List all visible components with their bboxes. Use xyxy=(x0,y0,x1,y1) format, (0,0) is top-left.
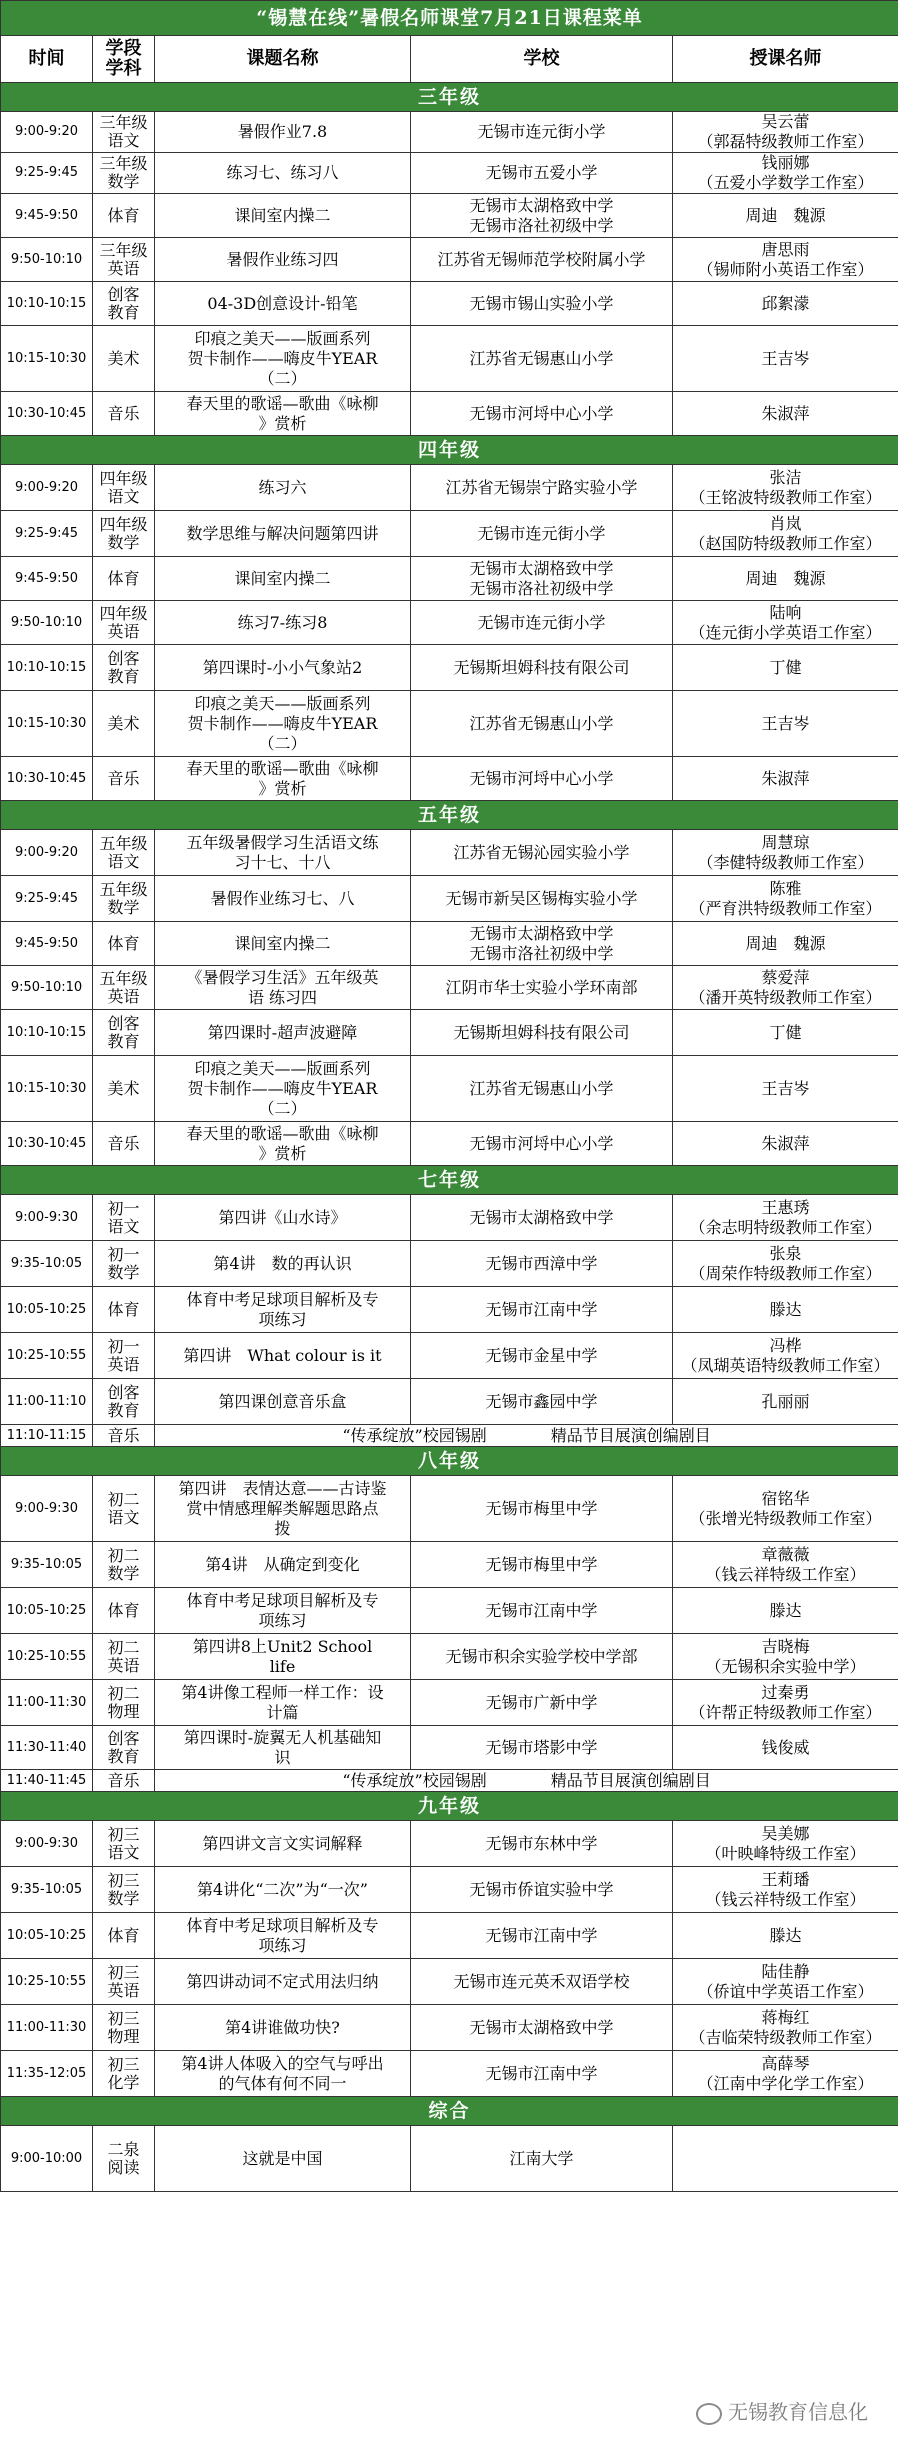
table-row xyxy=(1,326,898,392)
topic-cell: 体育中考足球项目解析及专 项练习 xyxy=(155,1913,411,1959)
subject-cell: 创客 教育 xyxy=(93,645,155,691)
teacher-cell: 宿铭华 （张增光特级教师工作室） xyxy=(673,1476,898,1542)
subject-cell: 五年级 数学 xyxy=(93,876,155,922)
teacher-cell: 周慧琼 （李健特级教师工作室） xyxy=(673,830,898,876)
subject-cell: 体育 xyxy=(93,1913,155,1959)
time-cell: 9:35-10:05 xyxy=(1,1867,93,1913)
topic-cell: 印痕之美天——版画系列 贺卡制作——嗨皮牛YEAR （二） xyxy=(155,691,411,757)
subject-cell: 体育 xyxy=(93,194,155,238)
subject-cell: 初二 物理 xyxy=(93,1680,155,1726)
teacher-cell: 周迪 魏源 xyxy=(673,557,898,601)
watermark-text: 无锡教育信息化 xyxy=(728,2400,868,2424)
time-cell: 10:10-10:15 xyxy=(1,645,93,691)
subject-cell: 初二 英语 xyxy=(93,1634,155,1680)
teacher-cell: 吴美娜 （叶映峰特级工作室） xyxy=(673,1821,898,1867)
school-cell: 无锡市太湖格致中学 无锡市洛社初级中学 xyxy=(411,557,673,601)
time-cell: 10:05-10:25 xyxy=(1,1287,93,1333)
school-cell: 江苏省无锡惠山小学 xyxy=(411,1056,673,1122)
section-title: 八年级 xyxy=(1,1447,898,1476)
table-row xyxy=(1,1476,898,1542)
school-cell: 无锡市梅里中学 xyxy=(411,1476,673,1542)
span-note-cell: “传承绽放”校园锡剧 精品节目展演创编剧目 xyxy=(155,1425,898,1447)
table-row xyxy=(1,1913,898,1959)
school-cell: 江苏省无锡惠山小学 xyxy=(411,326,673,392)
school-cell: 无锡市江南中学 xyxy=(411,1913,673,1959)
time-cell: 9:00-9:30 xyxy=(1,1476,93,1542)
subject-cell: 初三 物理 xyxy=(93,2005,155,2051)
table-row xyxy=(1,1542,898,1588)
header-subject: 学段 学科 xyxy=(93,36,155,83)
teacher-cell: 过秦勇 （许帮正特级教师工作室） xyxy=(673,1680,898,1726)
table-row xyxy=(1,1241,898,1287)
school-cell: 无锡市五爱小学 xyxy=(411,153,673,194)
topic-cell: 印痕之美天——版画系列 贺卡制作——嗨皮牛YEAR （二） xyxy=(155,326,411,392)
teacher-cell: 吉晓梅 （无锡积余实验中学） xyxy=(673,1634,898,1680)
teacher-cell: 滕达 xyxy=(673,1913,898,1959)
school-cell: 江苏省无锡师范学校附属小学 xyxy=(411,238,673,282)
section-title: 七年级 xyxy=(1,1166,898,1195)
time-cell: 9:50-10:10 xyxy=(1,601,93,645)
school-cell: 无锡市河埒中心小学 xyxy=(411,1122,673,1166)
table-row xyxy=(1,194,898,238)
subject-cell: 音乐 xyxy=(93,1122,155,1166)
table-row xyxy=(1,922,898,966)
subject-cell: 三年级 数学 xyxy=(93,153,155,194)
teacher-cell: 高薛琴 （江南中学化学工作室） xyxy=(673,2051,898,2097)
school-cell: 无锡市塔影中学 xyxy=(411,1726,673,1770)
subject-cell: 初一 语文 xyxy=(93,1195,155,1241)
time-cell: 9:45-9:50 xyxy=(1,194,93,238)
topic-cell: 第4讲人体吸入的空气与呼出 的气体有何不同一 xyxy=(155,2051,411,2097)
time-cell: 10:15-10:30 xyxy=(1,1056,93,1122)
school-cell: 江苏省无锡崇宁路实验小学 xyxy=(411,465,673,511)
teacher-cell: 陆响 （连元街小学英语工作室） xyxy=(673,601,898,645)
time-cell: 10:25-10:55 xyxy=(1,1634,93,1680)
subject-cell: 五年级 语文 xyxy=(93,830,155,876)
school-cell: 无锡市太湖格致中学 无锡市洛社初级中学 xyxy=(411,922,673,966)
subject-cell: 三年级 英语 xyxy=(93,238,155,282)
section-row xyxy=(1,1792,898,1821)
school-cell: 无锡市江南中学 xyxy=(411,1588,673,1634)
table-row xyxy=(1,1122,898,1166)
teacher-cell: 王惠琇 （余志明特级教师工作室） xyxy=(673,1195,898,1241)
subject-cell: 初三 数学 xyxy=(93,1867,155,1913)
school-cell: 无锡斯坦姆科技有限公司 xyxy=(411,645,673,691)
subject-cell: 创客 教育 xyxy=(93,1010,155,1056)
teacher-cell: 周迪 魏源 xyxy=(673,194,898,238)
topic-cell: 练习六 xyxy=(155,465,411,511)
school-cell: 无锡市金星中学 xyxy=(411,1333,673,1379)
time-cell: 11:35-12:05 xyxy=(1,2051,93,2097)
topic-cell: 第四讲动词不定式用法归纳 xyxy=(155,1959,411,2005)
time-cell: 9:25-9:45 xyxy=(1,876,93,922)
school-cell: 江阴市华士实验小学环南部 xyxy=(411,966,673,1010)
teacher-cell: 朱淑萍 xyxy=(673,1122,898,1166)
teacher-cell: 陆佳静 （侨谊中学英语工作室） xyxy=(673,1959,898,2005)
teacher-cell: 丁健 xyxy=(673,645,898,691)
topic-cell: 第四课时-小小气象站2 xyxy=(155,645,411,691)
topic-cell: 暑假作业7.8 xyxy=(155,112,411,153)
teacher-cell: 蔡爱萍 （潘开英特级教师工作室） xyxy=(673,966,898,1010)
section-row xyxy=(1,1447,898,1476)
section-title: 五年级 xyxy=(1,801,898,830)
time-cell: 10:30-10:45 xyxy=(1,392,93,436)
table-row xyxy=(1,876,898,922)
time-cell: 11:00-11:30 xyxy=(1,1680,93,1726)
topic-cell: 第四讲文言文实词解释 xyxy=(155,1821,411,1867)
time-cell: 10:30-10:45 xyxy=(1,1122,93,1166)
section-row xyxy=(1,801,898,830)
topic-cell: 暑假作业练习四 xyxy=(155,238,411,282)
table-row xyxy=(1,465,898,511)
subject-cell: 初三 化学 xyxy=(93,2051,155,2097)
teacher-cell: 王吉岑 xyxy=(673,326,898,392)
subject-cell: 美术 xyxy=(93,1056,155,1122)
subject-cell: 创客 教育 xyxy=(93,282,155,326)
time-cell: 10:30-10:45 xyxy=(1,757,93,801)
school-cell: 无锡市连元街小学 xyxy=(411,511,673,557)
teacher-cell xyxy=(673,2126,898,2192)
school-cell: 无锡市西漳中学 xyxy=(411,1241,673,1287)
teacher-cell: 朱淑萍 xyxy=(673,392,898,436)
topic-cell: 练习7-练习8 xyxy=(155,601,411,645)
teacher-cell: 滕达 xyxy=(673,1287,898,1333)
section-row xyxy=(1,2097,898,2126)
topic-cell: 第四课时-超声波避障 xyxy=(155,1010,411,1056)
subject-cell: 三年级 语文 xyxy=(93,112,155,153)
school-cell: 无锡市积余实验学校中学部 xyxy=(411,1634,673,1680)
table-row xyxy=(1,2051,898,2097)
table-row xyxy=(1,757,898,801)
teacher-cell: 吴云蕾 （郭磊特级教师工作室） xyxy=(673,112,898,153)
time-cell: 9:00-9:20 xyxy=(1,830,93,876)
subject-cell: 初三 英语 xyxy=(93,1959,155,2005)
section-row xyxy=(1,83,898,112)
teacher-cell: 张泉 （周荣作特级教师工作室） xyxy=(673,1241,898,1287)
subject-cell: 体育 xyxy=(93,1287,155,1333)
time-cell: 9:35-10:05 xyxy=(1,1241,93,1287)
subject-cell: 初二 数学 xyxy=(93,1542,155,1588)
topic-cell: 04-3D创意设计-铅笔 xyxy=(155,282,411,326)
section-row xyxy=(1,436,898,465)
time-cell: 9:00-9:30 xyxy=(1,1821,93,1867)
table-row xyxy=(1,282,898,326)
page-title: “锡慧在线”暑假名师课堂7月21日课程菜单 xyxy=(1,1,898,36)
teacher-cell: 陈雅 （严育洪特级教师工作室） xyxy=(673,876,898,922)
school-cell: 无锡市江南中学 xyxy=(411,2051,673,2097)
table-row xyxy=(1,691,898,757)
school-cell: 无锡市江南中学 xyxy=(411,1287,673,1333)
topic-cell: 第4讲化“二次”为“一次” xyxy=(155,1867,411,1913)
header-time: 时间 xyxy=(1,36,93,83)
section-row xyxy=(1,1166,898,1195)
teacher-cell: 冯桦 （凤瑚英语特级教师工作室） xyxy=(673,1333,898,1379)
time-cell: 10:10-10:15 xyxy=(1,282,93,326)
teacher-cell: 滕达 xyxy=(673,1588,898,1634)
subject-cell: 体育 xyxy=(93,557,155,601)
school-cell: 无锡市新吴区锡梅实验小学 xyxy=(411,876,673,922)
topic-cell: 第4讲谁做功快? xyxy=(155,2005,411,2051)
school-cell: 江南大学 xyxy=(411,2126,673,2192)
topic-cell: 这就是中国 xyxy=(155,2126,411,2192)
school-cell: 无锡市太湖格致中学 无锡市洛社初级中学 xyxy=(411,194,673,238)
table-row xyxy=(1,966,898,1010)
table-row xyxy=(1,392,898,436)
subject-cell: 二泉 阅读 xyxy=(93,2126,155,2192)
subject-cell: 四年级 英语 xyxy=(93,601,155,645)
time-cell: 11:40-11:45 xyxy=(1,1770,93,1792)
table-row xyxy=(1,1726,898,1770)
time-cell: 9:45-9:50 xyxy=(1,922,93,966)
topic-cell: 课间室内操二 xyxy=(155,194,411,238)
teacher-cell: 钱俊威 xyxy=(673,1726,898,1770)
topic-cell: 第4讲像工程师一样工作：设 计篇 xyxy=(155,1680,411,1726)
school-cell: 无锡市东林中学 xyxy=(411,1821,673,1867)
time-cell: 10:10-10:15 xyxy=(1,1010,93,1056)
topic-cell: 第四讲 表情达意——古诗鉴 赏中情感理解类解题思路点 拨 xyxy=(155,1476,411,1542)
school-cell: 无锡斯坦姆科技有限公司 xyxy=(411,1010,673,1056)
school-cell: 无锡市连元英禾双语学校 xyxy=(411,1959,673,2005)
teacher-cell: 章薇薇 （钱云祥特级工作室） xyxy=(673,1542,898,1588)
teacher-cell: 张洁 （王铭波特级教师工作室） xyxy=(673,465,898,511)
school-cell: 无锡市太湖格致中学 xyxy=(411,2005,673,2051)
teacher-cell: 邱絮濛 xyxy=(673,282,898,326)
teacher-cell: 王吉岑 xyxy=(673,1056,898,1122)
header-teacher: 授课名师 xyxy=(673,36,898,83)
teacher-cell: 周迪 魏源 xyxy=(673,922,898,966)
time-cell: 9:00-9:20 xyxy=(1,465,93,511)
topic-cell: 第四课时-旋翼无人机基础知 识 xyxy=(155,1726,411,1770)
table-row xyxy=(1,2126,898,2192)
table-row xyxy=(1,1634,898,1680)
teacher-cell: 王吉岑 xyxy=(673,691,898,757)
table-row xyxy=(1,1010,898,1056)
subject-cell: 初二 语文 xyxy=(93,1476,155,1542)
subject-cell: 初三 语文 xyxy=(93,1821,155,1867)
header-topic: 课题名称 xyxy=(155,36,411,83)
wechat-icon xyxy=(696,2403,722,2425)
time-cell: 11:00-11:30 xyxy=(1,2005,93,2051)
time-cell: 10:25-10:55 xyxy=(1,1333,93,1379)
table-row xyxy=(1,112,898,153)
time-cell: 11:00-11:10 xyxy=(1,1379,93,1425)
table-row xyxy=(1,1770,898,1792)
table-row xyxy=(1,1680,898,1726)
time-cell: 10:15-10:30 xyxy=(1,691,93,757)
teacher-cell: 肖岚 （赵国防特级教师工作室） xyxy=(673,511,898,557)
topic-cell: 《暑假学习生活》五年级英 语 练习四 xyxy=(155,966,411,1010)
section-title: 四年级 xyxy=(1,436,898,465)
school-cell: 无锡市梅里中学 xyxy=(411,1542,673,1588)
school-cell: 无锡市鑫园中学 xyxy=(411,1379,673,1425)
subject-cell: 音乐 xyxy=(93,1770,155,1792)
teacher-cell: 蒋梅红 （吉临荣特级教师工作室） xyxy=(673,2005,898,2051)
subject-cell: 创客 教育 xyxy=(93,1726,155,1770)
topic-cell: 第4讲 数的再认识 xyxy=(155,1241,411,1287)
table-row xyxy=(1,511,898,557)
topic-cell: 课间室内操二 xyxy=(155,557,411,601)
table-row xyxy=(1,601,898,645)
teacher-cell: 钱丽娜 （五爱小学数学工作室） xyxy=(673,153,898,194)
subject-cell: 美术 xyxy=(93,691,155,757)
table-row xyxy=(1,1867,898,1913)
topic-cell: 春天里的歌谣—歌曲《咏柳 》赏析 xyxy=(155,1122,411,1166)
table-row xyxy=(1,645,898,691)
topic-cell: 数学思维与解决问题第四讲 xyxy=(155,511,411,557)
table-row xyxy=(1,557,898,601)
time-cell: 10:15-10:30 xyxy=(1,326,93,392)
header-school: 学校 xyxy=(411,36,673,83)
topic-cell: 春天里的歌谣—歌曲《咏柳 》赏析 xyxy=(155,757,411,801)
table-row xyxy=(1,1425,898,1447)
teacher-cell: 孔丽丽 xyxy=(673,1379,898,1425)
topic-cell: 第四课创意音乐盒 xyxy=(155,1379,411,1425)
topic-cell: 练习七、练习八 xyxy=(155,153,411,194)
subject-cell: 初一 英语 xyxy=(93,1333,155,1379)
school-cell: 无锡市侨谊实验中学 xyxy=(411,1867,673,1913)
topic-cell: 课间室内操二 xyxy=(155,922,411,966)
school-cell: 无锡市河埒中心小学 xyxy=(411,392,673,436)
time-cell: 9:45-9:50 xyxy=(1,557,93,601)
table-row xyxy=(1,1287,898,1333)
topic-cell: 体育中考足球项目解析及专 项练习 xyxy=(155,1588,411,1634)
topic-cell: 第四讲 What colour is it xyxy=(155,1333,411,1379)
time-cell: 9:25-9:45 xyxy=(1,511,93,557)
span-note-cell: “传承绽放”校园锡剧 精品节目展演创编剧目 xyxy=(155,1770,898,1792)
topic-cell: 第4讲 从确定到变化 xyxy=(155,1542,411,1588)
teacher-cell: 丁健 xyxy=(673,1010,898,1056)
table-row xyxy=(1,1056,898,1122)
topic-cell: 五年级暑假学习生活语文练 习十七、十八 xyxy=(155,830,411,876)
table-row xyxy=(1,2005,898,2051)
table-row xyxy=(1,153,898,194)
subject-cell: 音乐 xyxy=(93,757,155,801)
table-row xyxy=(1,1333,898,1379)
subject-cell: 四年级 语文 xyxy=(93,465,155,511)
table-row xyxy=(1,1588,898,1634)
school-cell: 江苏省无锡沁园实验小学 xyxy=(411,830,673,876)
school-cell: 无锡市锡山实验小学 xyxy=(411,282,673,326)
table-row xyxy=(1,1379,898,1425)
time-cell: 9:25-9:45 xyxy=(1,153,93,194)
section-title: 三年级 xyxy=(1,83,898,112)
subject-cell: 体育 xyxy=(93,1588,155,1634)
time-cell: 10:25-10:55 xyxy=(1,1959,93,2005)
time-cell: 9:00-9:30 xyxy=(1,1195,93,1241)
time-cell: 9:00-10:00 xyxy=(1,2126,93,2192)
teacher-cell: 朱淑萍 xyxy=(673,757,898,801)
topic-cell: 第四讲8上Unit2 School life xyxy=(155,1634,411,1680)
teacher-cell: 王莉璠 （钱云祥特级工作室） xyxy=(673,1867,898,1913)
subject-cell: 体育 xyxy=(93,922,155,966)
table-row xyxy=(1,1959,898,2005)
section-title: 综合 xyxy=(1,2097,898,2126)
school-cell: 无锡市连元街小学 xyxy=(411,601,673,645)
teacher-cell: 唐思雨 （锡师附小英语工作室） xyxy=(673,238,898,282)
topic-cell: 春天里的歌谣—歌曲《咏柳 》赏析 xyxy=(155,392,411,436)
time-cell: 11:30-11:40 xyxy=(1,1726,93,1770)
time-cell: 9:50-10:10 xyxy=(1,238,93,282)
school-cell: 无锡市广新中学 xyxy=(411,1680,673,1726)
table-row xyxy=(1,238,898,282)
table-row xyxy=(1,1821,898,1867)
subject-cell: 初一 数学 xyxy=(93,1241,155,1287)
section-title: 九年级 xyxy=(1,1792,898,1821)
subject-cell: 美术 xyxy=(93,326,155,392)
watermark xyxy=(696,2396,868,2425)
subject-cell: 创客 教育 xyxy=(93,1379,155,1425)
topic-cell: 第四讲《山水诗》 xyxy=(155,1195,411,1241)
school-cell: 无锡市太湖格致中学 xyxy=(411,1195,673,1241)
subject-cell: 音乐 xyxy=(93,1425,155,1447)
topic-cell: 印痕之美天——版画系列 贺卡制作——嗨皮牛YEAR （二） xyxy=(155,1056,411,1122)
school-cell: 无锡市连元街小学 xyxy=(411,112,673,153)
school-cell: 无锡市河埒中心小学 xyxy=(411,757,673,801)
header-row xyxy=(1,36,898,83)
time-cell: 9:35-10:05 xyxy=(1,1542,93,1588)
topic-cell: 暑假作业练习七、八 xyxy=(155,876,411,922)
time-cell: 11:10-11:15 xyxy=(1,1425,93,1447)
table-row xyxy=(1,830,898,876)
time-cell: 9:50-10:10 xyxy=(1,966,93,1010)
school-cell: 江苏省无锡惠山小学 xyxy=(411,691,673,757)
subject-cell: 五年级 英语 xyxy=(93,966,155,1010)
table-row xyxy=(1,1195,898,1241)
time-cell: 9:00-9:20 xyxy=(1,112,93,153)
subject-cell: 音乐 xyxy=(93,392,155,436)
subject-cell: 四年级 数学 xyxy=(93,511,155,557)
time-cell: 10:05-10:25 xyxy=(1,1913,93,1959)
topic-cell: 体育中考足球项目解析及专 项练习 xyxy=(155,1287,411,1333)
time-cell: 10:05-10:25 xyxy=(1,1588,93,1634)
